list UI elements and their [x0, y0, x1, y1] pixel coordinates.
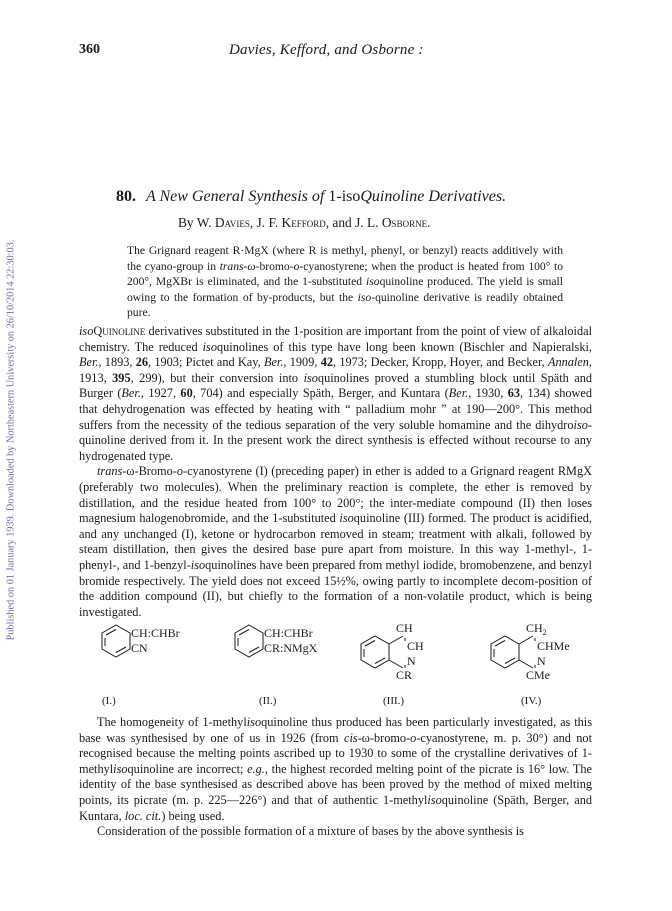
formula-ii-line1: CH:CHBr	[264, 626, 313, 640]
formula-iv-right2: N	[537, 654, 546, 668]
formula-i-line1: CH:CHBr	[131, 626, 180, 640]
author-sep: , J. F.	[249, 215, 282, 230]
formula-iii-right2: N	[407, 654, 416, 668]
page-header	[79, 42, 612, 62]
formula-iv-top: $CH_2$	[526, 621, 547, 637]
running-title: Davies, Kefford, and Osborne :	[229, 42, 424, 58]
formula-i-label: (I.)	[102, 695, 116, 707]
author-sep: , and J. L.	[325, 215, 382, 230]
paragraph-method: trans-ω-Bromo-o-cyanostyrene (I) (preceding paper) in ether is added to a Grignard reagent RMgX (preferably two molecules). When the preliminary reaction is complete, the ether is removed by distillation, and the residue heated from 100° to 200°; the inter-mediate compound (II) then loses magnesium halogenobromide, and the 1-substituted isoquinoline (III) formed. The product is acidified, and any unchanged (I), ketone or hydrocarbon removed in steam; treatment with alkali, followed by steam distillation, then gives the desired base pure apart from moisture. In this way 1-methyl-, 1-phenyl-, and 1-benzyl-isoquinolines have been prepared from methyl iodide, bromobenzene, and benzyl bromide respectively. The yield does not exceed 15½%, owing partly to incomplete decom-position of the addition compound (II), but chiefly to the formation of a non-volatile product, which is being investigated.	[79, 464, 592, 619]
title-part-c: Quinoline Derivatives.	[360, 188, 507, 205]
formula-iii-top: CH	[396, 621, 413, 635]
formula-i-line2: CN	[131, 641, 148, 655]
formula-iii-right1: CH	[407, 639, 424, 653]
formula-iv-bottom: CMe	[526, 668, 550, 682]
formula-iii-bottom: CR	[396, 668, 413, 682]
abstract: The Grignard reagent R·MgX (where R is methyl, phenyl, or benzyl) reacts additively with the cyano-group in trans-ω-bromo-o-cyanostyrene; when the product is heated from 100° to 200°, MgXBr is eliminated, and the 1-substituted isoquinoline produced. The yield is small owing to the formation of by-products, but the iso-quinoline derivative is readily obtained pure.	[127, 244, 564, 320]
author-by: By W.	[178, 215, 215, 230]
body-text-bottom	[79, 715, 592, 840]
paragraph-consideration: Consideration of the possible formation of a mixture of bases by the above synthesis is	[97, 824, 524, 839]
body-text-top	[79, 324, 592, 620]
author-kefford: Kefford	[281, 215, 326, 230]
formula-ii-label: (II.)	[259, 695, 277, 707]
download-stamp	[0, 0, 22, 911]
author-line	[178, 215, 430, 231]
paragraph-homogeneity: The homogeneity of 1-methylisoquinoline thus produced has been particularly investigated, as this base was synthesised by one of us in 1926 (from cis-ω-bromo-o-cyanostyrene, m. p. 30°) and not recognised because the melting points ascribed up to 1930 to some of the crystalline derivatives of 1-methylisoquinoline are incorrect; e.g., the highest recorded melting point of the picrate is 16° low. The identity of the base synthesised as described above has been proved by the method of mixed melting points, its picrate (m. p. 225—226°) and that of authentic 1-methylisoquinoline (Späth, Berger, and Kuntara, loc. cit.) being used.	[79, 715, 593, 823]
article-title	[116, 188, 506, 206]
formula-iv-right1: CHMe	[537, 639, 570, 653]
author-end: .	[427, 215, 431, 230]
formula-iv-label: (IV.)	[521, 695, 542, 707]
page-number: 360	[79, 42, 100, 57]
formula-iii-label: (III.)	[383, 695, 405, 707]
title-part-b: 1-iso	[328, 188, 361, 205]
author-osborne: Osborne	[381, 215, 428, 230]
download-stamp-text: Published on 01 January 1939. Downloaded by Northeastern University on 26/10/2014 22:30:03.	[5, 239, 17, 641]
article-number: 80.	[116, 188, 136, 205]
author-davies: Davies	[214, 215, 250, 230]
title-part-a: A New General Synthesis of	[146, 188, 329, 205]
structural-formulae	[80, 618, 592, 710]
formula-ii-line2: CR:NMgX	[264, 641, 318, 655]
paragraph-introduction: isoQuinoline derivatives substituted in the 1-position are important from the point of view of alkaloidal chemistry. The reduced isoquinolines of this type have long been known (Bischler and Napieralski, Ber., 1893, 26, 1903; Pictet and Kay, Ber., 1909, 42, 1973; Decker, Kropp, Hoyer, and Becker, Annalen, 1913, 395, 299), but their conversion into isoquinolines proved a stumbling block until Späth and Burger (Ber., 1927, 60, 704) and especially Späth, Berger, and Kuntara (Ber., 1930, 63, 134) showed that dehydrogenation was effected by heating with “ palladium mohr ” at 190—200°. This method suffers from the necessity of the tedious separation of the very soluble homamine and the dihydroiso-quinoline derived from it. In the present work the direct synthesis is effected without recourse to any hydrogenated type.	[79, 324, 593, 463]
